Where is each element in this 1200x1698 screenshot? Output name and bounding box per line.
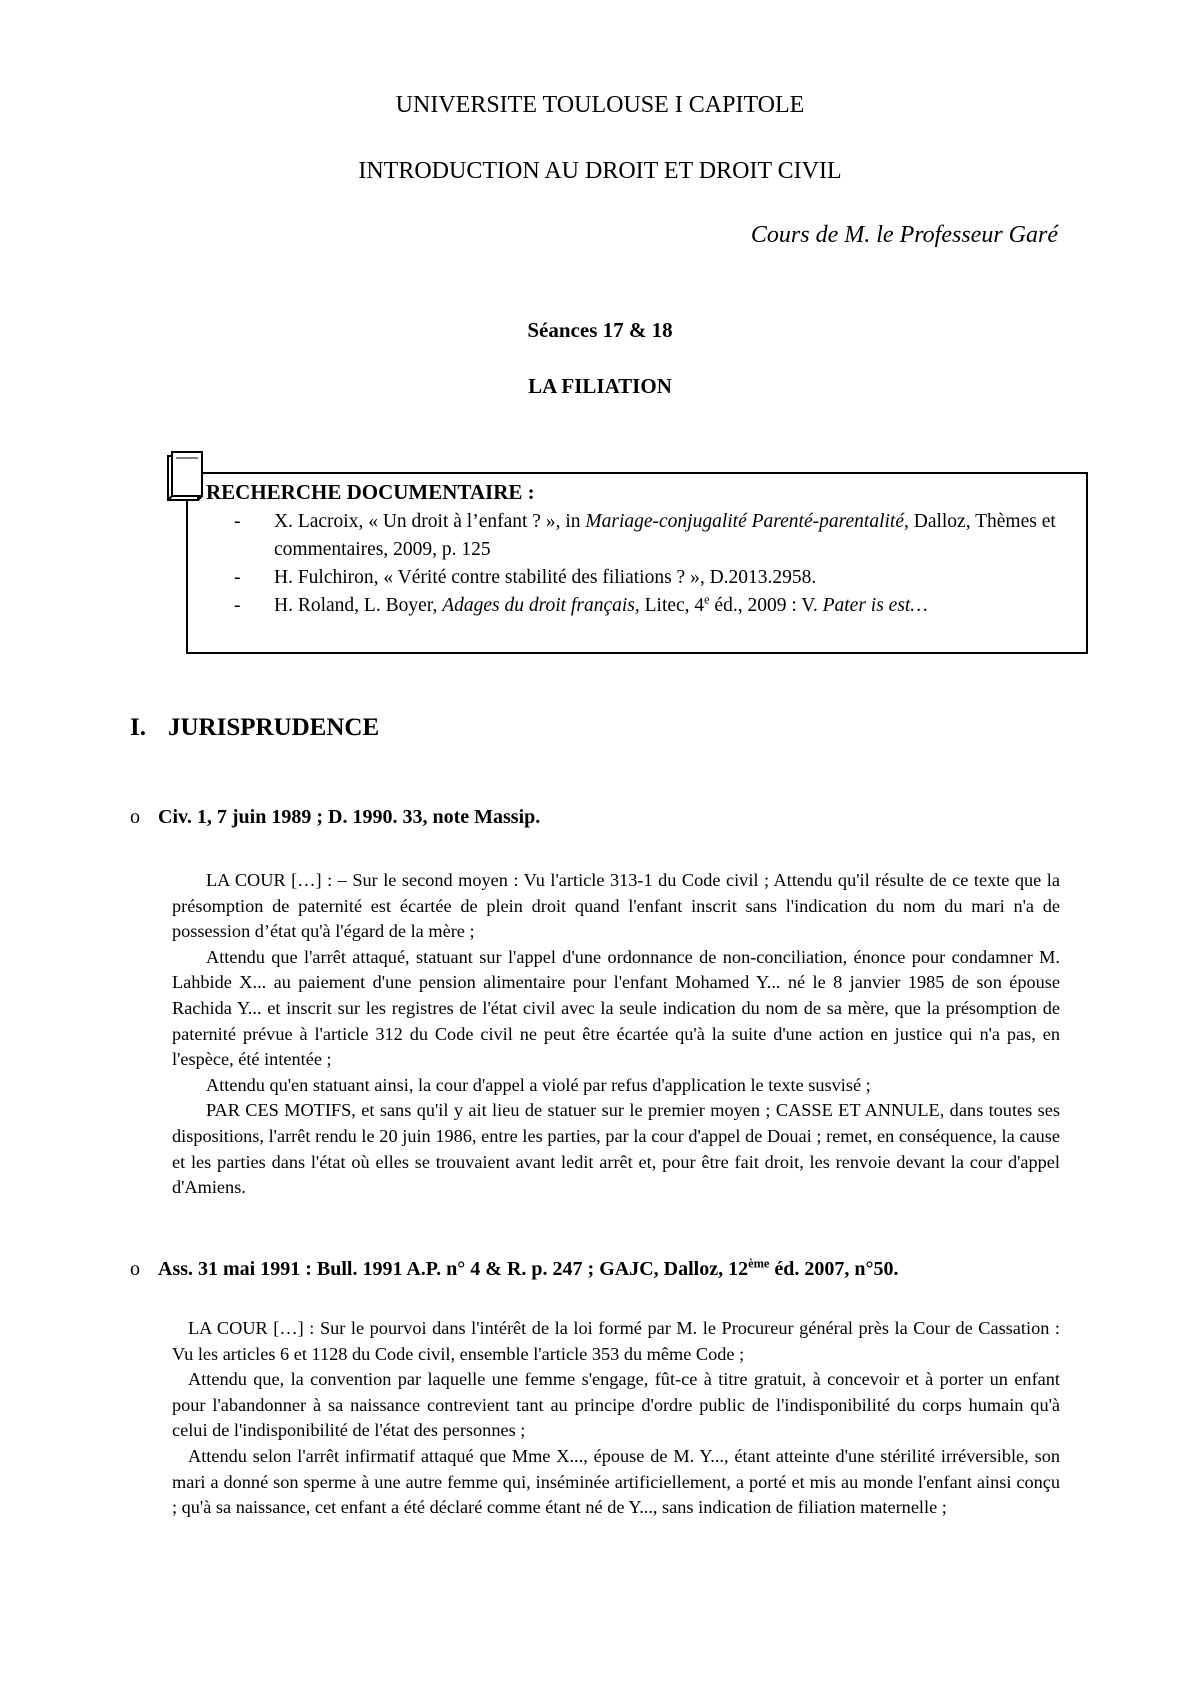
case-paragraph: LA COUR […] : – Sur le second moyen : Vu l'article 313-1 du Code civil ; Attendu qu'il résulte de ce texte que la présomption de paternité est écartée de plein droit quand l'enfant inscrit sans l'indication du nom du mari n'a de possession d’état qu'à l'égard de la mère ; <box>172 870 1060 942</box>
bullet-icon: o <box>130 806 140 828</box>
list-dash: - <box>234 595 241 616</box>
professor-line: Cours de M. le Professeur Garé <box>750 222 1058 248</box>
case-title: éd. 2007, n°50. <box>769 1258 899 1280</box>
reference-text: H. Fulchiron, « Vérité contre stabilité des filiations ? », D.2013.2958. <box>274 567 817 588</box>
session-theme: LA FILIATION <box>528 374 672 398</box>
case-paragraph: Attendu que, la convention par laquelle une femme s'engage, fût-ce à titre gratuit, à concevoir et à porter un enfant pour l'abandonner à sa naissance contrevient tant au principe d'ordre public de l'indisponibilité du corps humain qu'à celui de l'indisponibilité de l'état des personnes ; <box>172 1369 1060 1441</box>
case-paragraph: Attendu que l'arrêt attaqué, statuant sur l'appel d'une ordonnance de non-conciliation, énonce pour condamner M. Lahbide X... au paiement d'une pension alimentaire pour l'enfant Mohamed Y... né le 8 janvier 1985 de son épouse Rachida Y... et inscrit sur les registres de l'état civil avec la seule indication du nom de sa mère, que la présomption de paternité prévue à l'article 312 du Code civil ne peut être écartée qu'à la suite d'une action en justice qui n'a pas, en l'espèce, été intentée ; <box>172 946 1060 1070</box>
course-title: INTRODUCTION AU DROIT ET DROIT CIVIL <box>358 158 842 184</box>
reference-title: Mariage-conjugalité Parenté-parentalité <box>585 511 904 532</box>
reference-text: éd., 2009 : V. <box>709 595 823 616</box>
reference-text: H. Roland, L. Boyer, <box>274 595 443 616</box>
section-number: I. <box>130 714 146 741</box>
reference-title: Adages du droit français, <box>442 595 640 616</box>
session-number: Séances 17 & 18 <box>527 318 673 342</box>
list-dash: - <box>234 567 241 588</box>
bibliography-item <box>234 564 1074 592</box>
bibliography-item <box>234 508 1074 564</box>
reference-title: Pater is est… <box>822 595 928 616</box>
case-heading <box>130 806 540 829</box>
university-name: UNIVERSITE TOULOUSE I CAPITOLE <box>395 92 805 118</box>
case-heading <box>130 1258 899 1281</box>
case-title: Ass. 31 mai 1991 : Bull. 1991 A.P. n° 4 & R. p. 247 ; GAJC, Dalloz, 12 <box>158 1258 749 1280</box>
case-paragraph: PAR CES MOTIFS, et sans qu'il y ait lieu de statuer sur le premier moyen ; CASSE ET ANNULE, dans toutes ses dispositions, l'arrêt rendu le 20 juin 1986, entre les parties, par la cour d'appel de Douai ; remet, en conséquence, la cause et les parties dans l'état où elles se trouvaient avant ledit arrêt et, pour être fait droit, les renvoie devant la cour d'appel d'Amiens. <box>172 1100 1060 1198</box>
reference-text: X. Lacroix, « Un droit à l’enfant ? », in <box>274 511 586 532</box>
bibliography-item <box>234 592 1074 620</box>
case-text <box>172 1316 1060 1521</box>
case-paragraph: Attendu selon l'arrêt infirmatif attaqué que Mme X..., épouse de M. Y..., étant atteinte d'une stérilité irréversible, son mari a donné son sperme à une autre femme qui, inséminée artificiellement, a porté et mis au monde l'enfant ainsi conçu ; qu'à sa naissance, cet enfant a été déclaré comme étant né de Y..., sans indication de filiation maternelle ; <box>172 1445 1060 1518</box>
reference-text: Litec, 4 <box>639 595 705 616</box>
case-paragraph: LA COUR […] : Sur le pourvoi dans l'intérêt de la loi formé par M. le Procureur général près la Cour de Cassation : Vu les articles 6 et 1128 du Code civil, ensemble l'article 353 du même Code ; <box>172 1318 1060 1364</box>
case-title: Civ. 1, 7 juin 1989 ; D. 1990. 33, note Massip. <box>158 806 541 828</box>
reference-text: , Dalloz, Thèmes et commentaires, 2009, p. 125 <box>274 511 1056 560</box>
bullet-icon: o <box>130 1258 140 1280</box>
list-dash: - <box>234 511 241 532</box>
section-title: JURISPRUDENCE <box>168 714 380 741</box>
bibliography-title: RECHERCHE DOCUMENTAIRE : <box>206 480 535 504</box>
case-text <box>172 868 1060 1201</box>
case-paragraph: Attendu qu'en statuant ainsi, la cour d'appel a violé par refus d'application le texte susvisé ; <box>206 1074 871 1095</box>
superscript: e <box>704 592 710 607</box>
superscript: ème <box>748 1256 770 1271</box>
section-heading <box>130 714 379 742</box>
book-icon <box>166 450 206 508</box>
bibliography-list <box>234 508 1074 620</box>
